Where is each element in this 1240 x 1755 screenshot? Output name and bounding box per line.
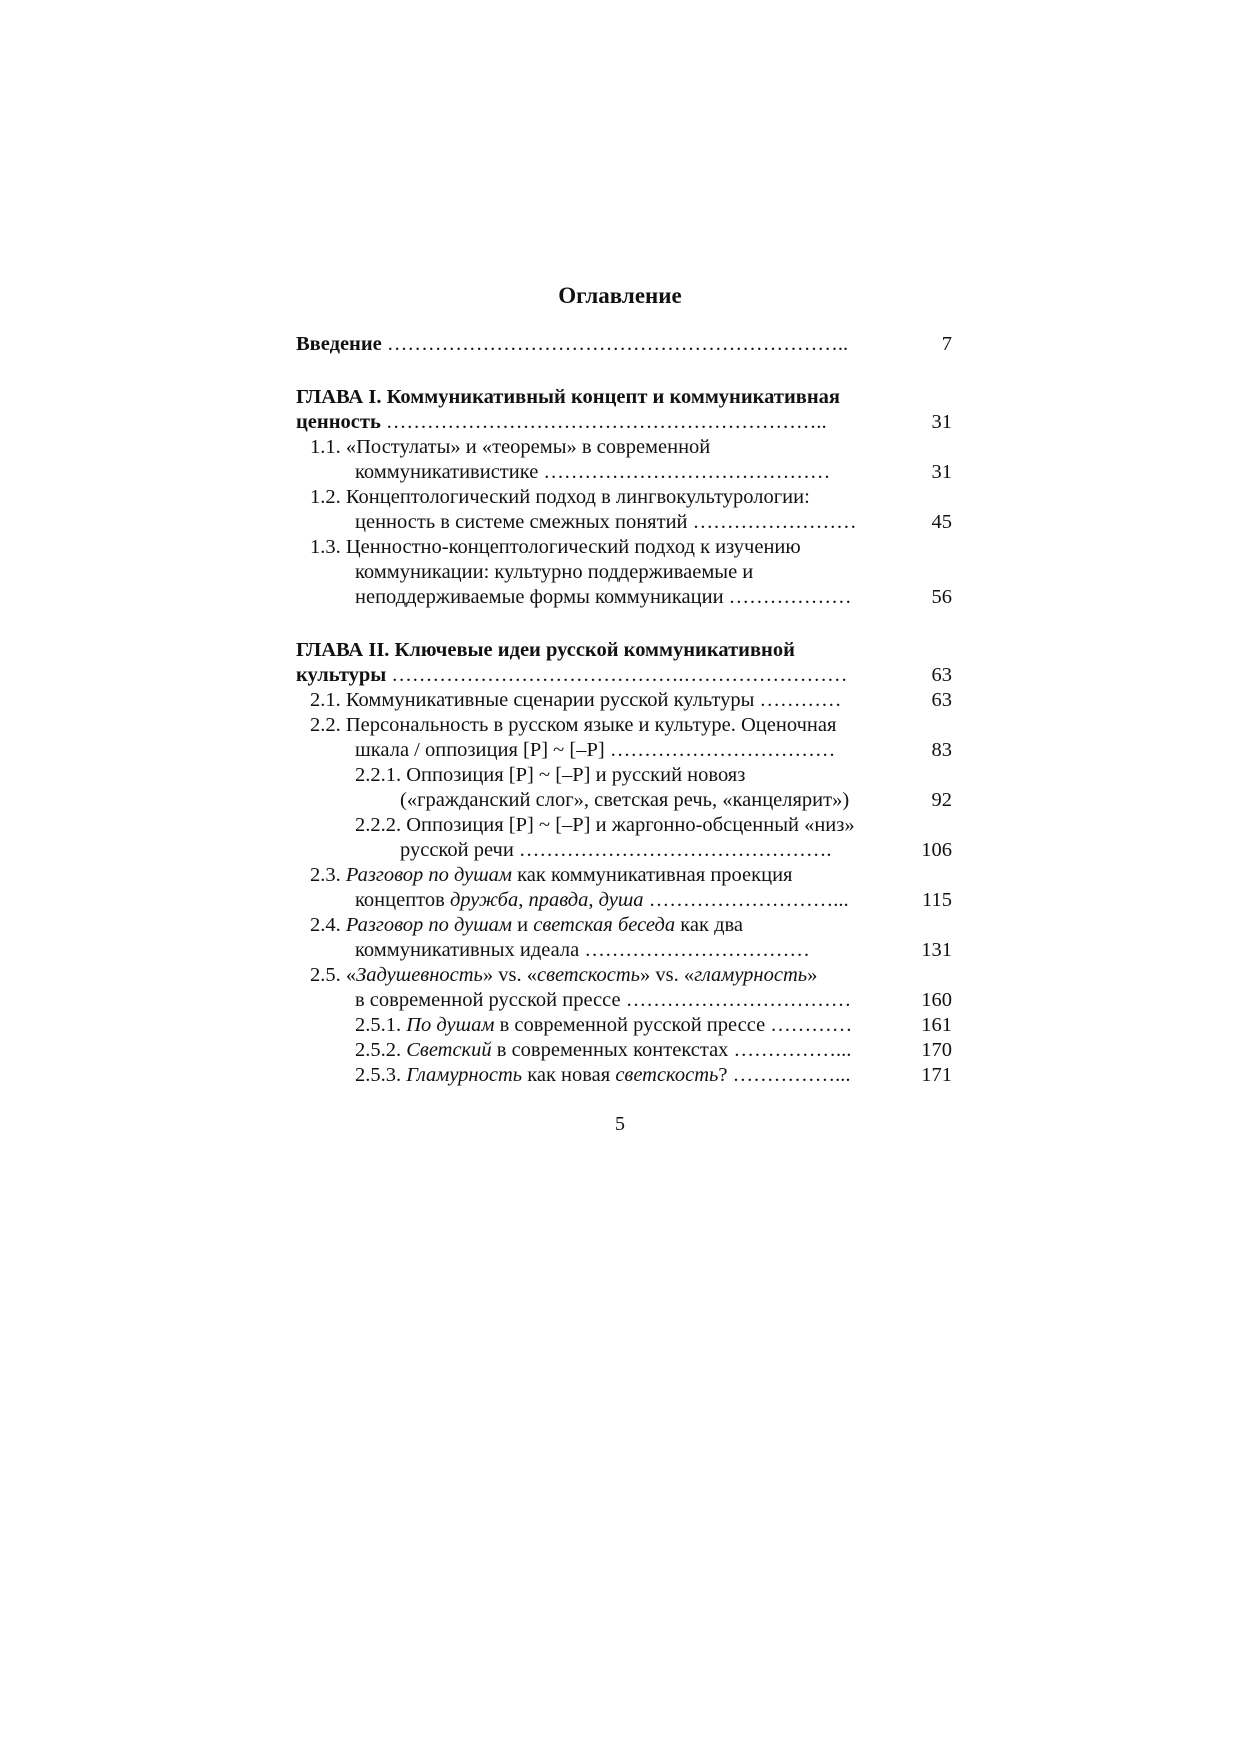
toc-page-number: 31	[931, 411, 952, 433]
toc-line	[296, 560, 952, 585]
toc-text-segment: ,	[518, 889, 529, 911]
toc-line	[296, 1063, 952, 1088]
toc-line	[296, 863, 952, 888]
toc-text-segment: светскость	[536, 964, 640, 986]
toc-text-segment: …………………………………………………………..	[386, 333, 849, 355]
toc-text-segment: ценность в системе смежных понятий ……………………	[355, 511, 857, 533]
toc-entry-text	[355, 510, 896, 535]
toc-entry-text	[310, 435, 896, 460]
toc-entry-text	[296, 332, 896, 357]
toc-text-segment: Задушевность	[356, 964, 483, 986]
toc-page-number: 115	[922, 889, 952, 911]
toc-line	[296, 535, 952, 560]
toc-text-segment: 2.1. Коммуникативные сценарии русской культуры …………	[310, 689, 842, 711]
toc-line	[296, 332, 952, 357]
toc-text-segment: Светский	[406, 1039, 492, 1061]
toc-text-segment: дружба	[449, 889, 519, 911]
toc-text-segment: коммуникативистике ……………………………………	[355, 461, 831, 483]
toc-text-segment: ценность	[296, 411, 386, 433]
toc-line	[296, 585, 952, 610]
toc-entry-text	[310, 713, 896, 738]
toc-text-segment: правда	[528, 889, 589, 911]
toc-text-segment: » vs. «	[640, 964, 695, 986]
toc-entry-text	[296, 663, 896, 688]
toc-entry-text	[310, 485, 896, 510]
toc-entry-text	[400, 838, 896, 863]
page-title: Оглавление	[558, 283, 682, 308]
toc-text-segment: как два	[675, 914, 744, 936]
toc-page-number: 170	[921, 1039, 952, 1061]
toc-line	[296, 510, 952, 535]
toc-entry-text	[400, 788, 896, 813]
toc-page-number: 131	[921, 939, 952, 961]
toc-line	[296, 738, 952, 763]
toc-text-segment: По душам	[406, 1014, 495, 1036]
toc-entry-text	[355, 938, 896, 963]
toc-text-segment: ………………………...	[643, 889, 849, 911]
toc-page-number: 160	[921, 989, 952, 1011]
toc-text-segment: 2.2. Персональность в русском языке и культуре. Оценочная	[310, 714, 837, 736]
toc-text-segment: концептов	[355, 889, 450, 911]
toc-text-segment: 1.1. «Постулаты» и «теоремы» в современной	[310, 436, 711, 458]
toc-text-segment: светскость	[615, 1064, 719, 1086]
toc-text-segment: русской речи ……………………………………….	[400, 839, 832, 861]
toc-text-segment: в современных контекстах ……………...	[491, 1039, 852, 1061]
toc-line	[296, 838, 952, 863]
toc-page-number: 92	[931, 789, 952, 811]
toc-text-segment: 1.2. Концептологический подход в лингвокультурологии:	[310, 486, 810, 508]
toc-line	[296, 688, 952, 713]
toc-page-number: 106	[921, 839, 952, 861]
toc-text-segment: шкала / оппозиция [Р] ~ [–Р] ……………………………	[355, 739, 836, 761]
toc-entry-text	[310, 913, 896, 938]
toc-text-segment: и	[512, 914, 534, 936]
toc-entry-text	[310, 963, 896, 988]
toc-text-segment: 2.5.3.	[355, 1064, 407, 1086]
toc-entry-text	[355, 585, 896, 610]
toc-text-segment: гламурность	[694, 964, 808, 986]
toc-text-segment: коммуникативных идеала ……………………………	[355, 939, 810, 961]
toc-text-segment: 1.3. Ценностно-концептологический подход к изучению	[310, 536, 801, 558]
toc-text-segment: …………………………………….……………………	[391, 664, 848, 686]
toc-entry-text	[296, 410, 896, 435]
toc-entry-text	[355, 1038, 896, 1063]
toc-page-number: 63	[931, 689, 952, 711]
toc-entry-text	[310, 863, 896, 888]
toc-line	[296, 763, 952, 788]
toc-entry-text	[355, 988, 896, 1013]
toc-line	[296, 663, 952, 688]
toc-text-segment: («гражданский слог», светская речь, «канцелярит»)	[400, 789, 850, 811]
toc-entry-text	[355, 560, 896, 585]
toc-entry-text	[296, 385, 896, 410]
toc-text-segment: ГЛАВА I. Коммуникативный концепт и коммуникативная	[296, 386, 840, 408]
toc-entry-text	[355, 813, 896, 838]
toc-text-segment: »	[807, 964, 818, 986]
toc-page-number: 171	[921, 1064, 952, 1086]
toc-entry-text	[355, 763, 896, 788]
toc-text-segment: ? ……………...	[718, 1064, 851, 1086]
page-number: 5	[615, 1113, 625, 1135]
toc-line	[296, 813, 952, 838]
toc-entry-text	[296, 638, 896, 663]
toc-page-number: 31	[931, 461, 952, 483]
toc-page-number: 45	[931, 511, 952, 533]
toc-text-segment: 2.4.	[310, 914, 346, 936]
toc-text-segment: 2.5.2.	[355, 1039, 407, 1061]
toc-text-segment: коммуникации: культурно поддерживаемые и	[355, 561, 754, 583]
toc-text-segment: светская беседа	[533, 914, 676, 936]
toc-entry-text	[310, 688, 896, 713]
toc-text-segment: ,	[588, 889, 599, 911]
toc-text-segment: 2.5.1.	[355, 1014, 407, 1036]
toc-text-segment: ………………………………………………………..	[385, 411, 827, 433]
toc-line	[296, 435, 952, 460]
toc-entry-text	[355, 738, 896, 763]
toc-text-segment: в современной русской прессе …………	[494, 1014, 853, 1036]
toc-text-segment: как коммуникативная проекция	[512, 864, 793, 886]
toc-text-segment: 2.2.2. Оппозиция [Р] ~ [–Р] и жаргонно-обсценный «низ»	[355, 814, 855, 836]
toc-text-segment: ГЛАВА II. Ключевые идеи русской коммуникативной	[296, 639, 795, 661]
toc-line	[296, 410, 952, 435]
toc-line	[296, 1038, 952, 1063]
toc-entry-text	[355, 888, 896, 913]
toc-text-segment: неподдерживаемые формы коммуникации ………………	[355, 586, 852, 608]
toc-text-segment: душа	[598, 889, 644, 911]
toc-line	[296, 1013, 952, 1038]
toc-line	[296, 638, 952, 663]
toc-line	[296, 485, 952, 510]
toc-line	[296, 913, 952, 938]
toc-text-segment: Разговор по душам	[345, 864, 512, 886]
toc-text-segment: 2.3.	[310, 864, 346, 886]
toc-line	[296, 938, 952, 963]
toc-line	[296, 888, 952, 913]
toc-page-number: 83	[931, 739, 952, 761]
toc-page-number: 7	[941, 333, 952, 355]
toc-text-segment: культуры	[296, 664, 392, 686]
toc-entry-text	[355, 460, 896, 485]
toc-line	[296, 988, 952, 1013]
toc-text-segment: Введение	[296, 333, 387, 355]
toc-page-number: 161	[921, 1014, 952, 1036]
toc-entry-text	[355, 1063, 896, 1088]
toc-page-number: 56	[931, 586, 952, 608]
toc-line	[296, 385, 952, 410]
toc-line	[296, 713, 952, 738]
toc-line	[296, 963, 952, 988]
toc-entry-text	[310, 535, 896, 560]
toc-text-segment: в современной русской прессе ……………………………	[355, 989, 852, 1011]
toc-text-segment: 2.5. «	[310, 964, 357, 986]
toc-text-segment: Гламурность	[406, 1064, 523, 1086]
toc-entry-text	[355, 1013, 896, 1038]
toc-text-segment: » vs. «	[482, 964, 537, 986]
toc-text-segment: как новая	[522, 1064, 616, 1086]
toc-text-segment: Разговор по душам	[345, 914, 512, 936]
toc-line	[296, 460, 952, 485]
toc-page-number: 63	[931, 664, 952, 686]
toc-line	[296, 788, 952, 813]
toc-text-segment: 2.2.1. Оппозиция [Р] ~ [–Р] и русский новояз	[355, 764, 746, 786]
